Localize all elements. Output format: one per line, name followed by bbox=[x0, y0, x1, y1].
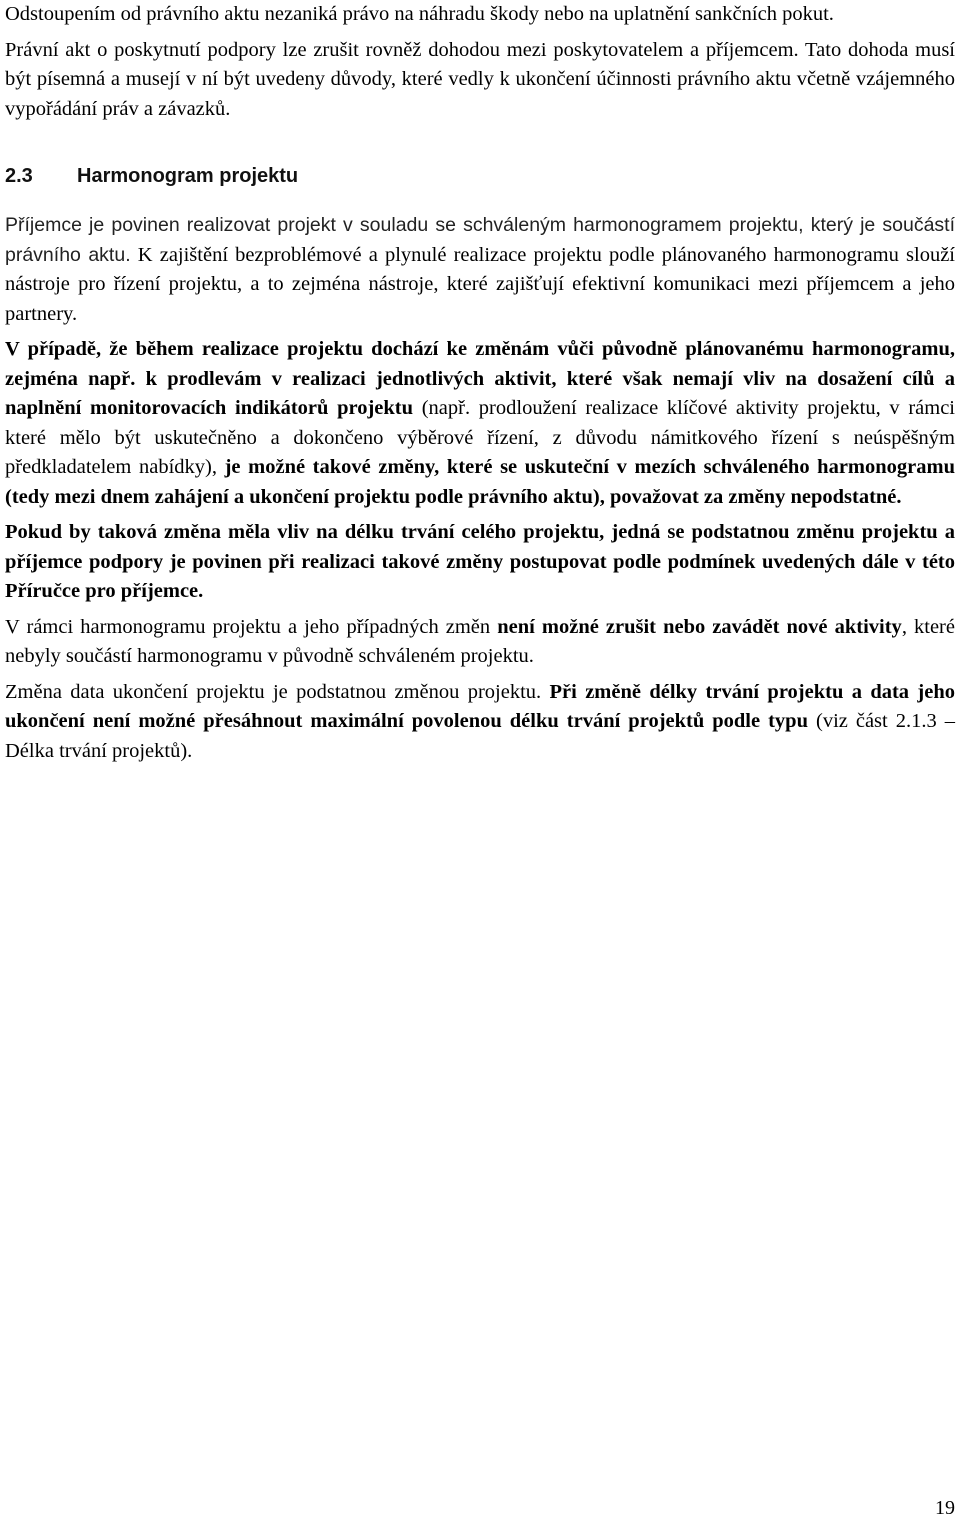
paragraph-harmonogram-intro bbox=[5, 211, 955, 329]
substantial-bold: Pokud by taková změna měla vliv na délku trvání celého projektu, jedná se podstatnou změnu projektu a příjemce podpory je povinen při realizaci takové změny postupovat podle podmínek uvedených dále v této Příručce pro příjemce. bbox=[5, 521, 955, 602]
paragraph-substantial-change bbox=[5, 518, 955, 607]
paragraph-end-date bbox=[5, 678, 955, 767]
section-heading bbox=[5, 162, 955, 191]
page-number: 19 bbox=[935, 1497, 955, 1519]
paragraph-agreement: Právní akt o poskytnutí podpory lze zrušit rovněž dohodou mezi poskytovatelem a příjemcem. Tato dohoda musí být písemná a musejí v ní být uvedeny důvody, které vedly k ukončení účinnosti právního aktu včetně vzájemného vypořádání práv a závazků. bbox=[5, 38, 955, 120]
nonsubstantial-bold-1: V případě, že během realizace projektu dochází ke změnám vůči původně plánovanému harmonogramu, zejména např. k prodlevám v realizaci jednotlivých aktivit, které však nemají vliv na dosažení cílů a naplnění monitorovacích indikátorů projektu bbox=[5, 338, 955, 419]
paragraph-withdrawal: Odstoupením od právního aktu nezaniká právo na náhradu škody nebo na uplatnění sankčních pokut. bbox=[5, 3, 834, 25]
end-date-normal-1: Změna data ukončení projektu je podstatnou změnou projektu. bbox=[5, 680, 550, 703]
section-title: Harmonogram projektu bbox=[77, 165, 299, 187]
end-date-bold: Při změně délky trvání projektu a data jeho ukončení není možné přesáhnout maximální povolenou délku trvání projektů podle typu bbox=[5, 680, 955, 732]
paragraph-activities bbox=[5, 613, 955, 672]
paragraph-nonsubstantial-changes bbox=[5, 335, 955, 512]
document-page bbox=[5, 0, 955, 766]
paragraph-intro-sans: Příjemce je povinen realizovat projekt v souladu se schváleným harmonogramem projektu, který je součástí právního aktu. bbox=[5, 214, 955, 266]
activities-bold: není možné zrušit nebo zavádět nové aktivity bbox=[497, 615, 902, 638]
end-date-normal-2: (viz část 2.1.3 – Délka trvání projektů). bbox=[5, 710, 955, 762]
activities-normal-2: , které nebyly součástí harmonogramu v původně schváleném projektu. bbox=[5, 615, 955, 667]
nonsubstantial-normal: (např. prodloužení realizace klíčové aktivity projektu, v rámci které mělo být uskutečněno a dokončeno výběrové řízení, z důvodu námitkového řízení s neúspěšným předkladatelem nabídky), bbox=[5, 397, 955, 478]
nonsubstantial-bold-2: je možné takové změny, které se uskuteční v mezích schváleného harmonogramu (tedy mezi dnem zahájení a ukončení projektu podle právního aktu), považovat za změny nepodstatné. bbox=[5, 456, 955, 508]
activities-normal-1: V rámci harmonogramu projektu a jeho případných změn bbox=[5, 615, 498, 638]
paragraph-intro-serif: K zajištění bezproblémové a plynulé realizace projektu podle plánovaného harmonogramu slouží nástroje pro řízení projektu, a to zejména nástroje, které zajišťují efektivní komunikaci mezi příjemcem a jeho partnery. bbox=[5, 243, 955, 325]
section-number: 2.3 bbox=[5, 165, 33, 187]
